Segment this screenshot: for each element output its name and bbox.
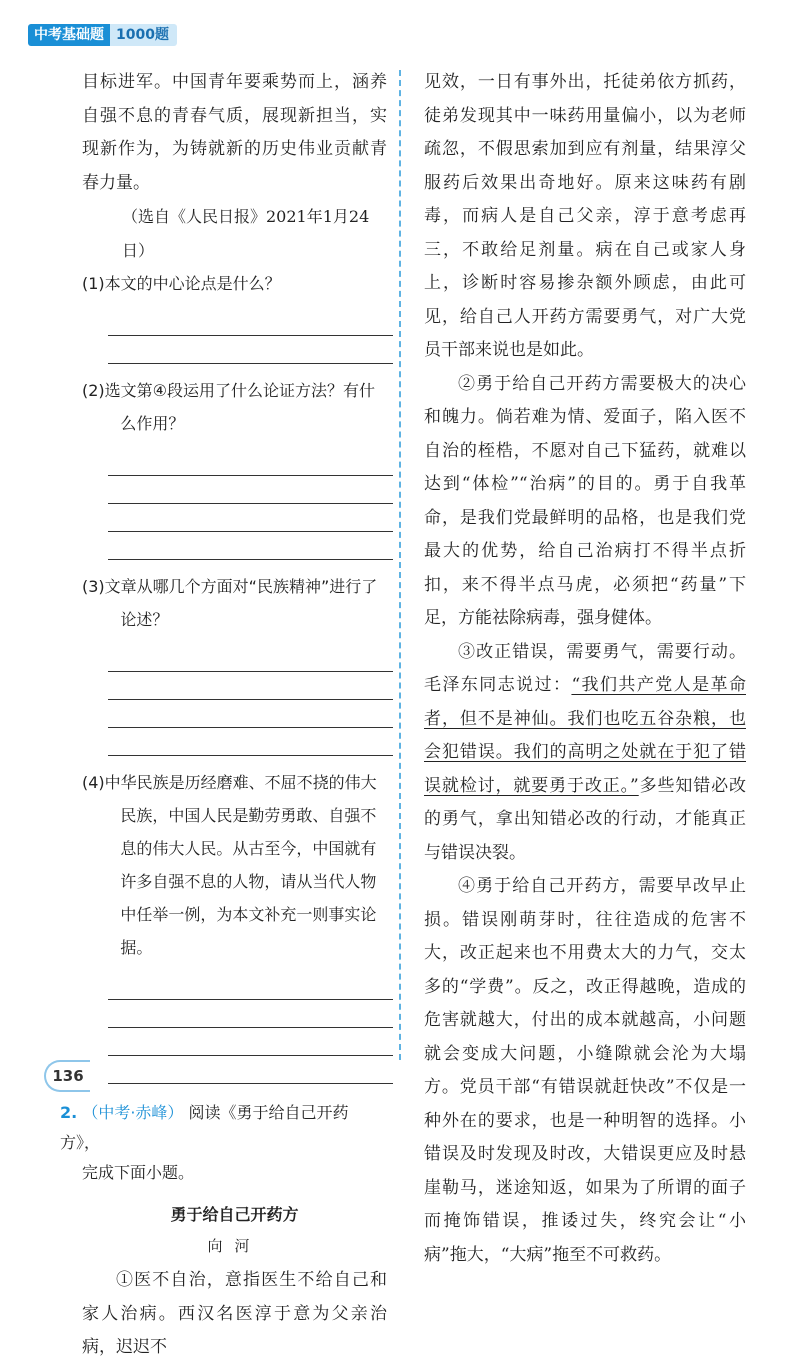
question-3: (3)文章从哪几个方面对“民族精神”进行了论述？	[82, 577, 378, 629]
answer-line[interactable]	[108, 1000, 393, 1028]
answer-line[interactable]	[108, 672, 393, 700]
answer-line[interactable]	[108, 1056, 393, 1084]
exercise-source: （中考·赤峰）	[82, 1103, 184, 1122]
answer-line[interactable]	[108, 1028, 393, 1056]
question-1: (1)本文的中心论点是什么？	[82, 274, 281, 293]
exercise-heading	[60, 1098, 387, 1158]
article-paragraph-3	[424, 636, 746, 871]
question-2: (2)选文第④段运用了什么论证方法？有什么作用？	[82, 381, 376, 433]
answer-lines-3	[108, 644, 387, 756]
answer-line[interactable]	[108, 336, 393, 364]
answer-line[interactable]	[108, 728, 393, 756]
page-number: 136	[44, 1060, 90, 1092]
exercise-instruction: 阅读《勇于给自己开药方》，	[60, 1103, 349, 1152]
column-divider	[399, 70, 401, 1060]
answer-line[interactable]	[108, 532, 393, 560]
passage-continuation: 目标进军。中国青年要乘势而上，涵养自强不息的青春气质，展现新担当，实现新作为，为铸就新的历史伟业贡献青春力量。	[82, 72, 387, 193]
passage-source: （选自《人民日报》2021年1月24日）	[122, 207, 370, 260]
article-paragraph-4: ④勇于给自己开药方，需要早改早止损。错误刚萌芽时，往往造成的危害不大，改正起来也不用费太大的力气，交太多的“学费”。反之，改正得越晚，造成的危害就越大，付出的成本就越高，小问题就会变成大问题，小缝隙就会沦为大塌方。党员干部“有错误就赶快改”不仅是一种外在的要求，也是一种明智的选择。小错误及时发现及时改，大错误更应及时悬崖勒马，迷途知返，如果为了所谓的面子而掩饰错误，推诿过失，终究会让“小病”拖大，“大病”拖至不可救药。	[424, 876, 746, 1265]
right-column	[424, 66, 746, 1272]
article-paragraph-1: ①医不自治，意指医生不给自己和家人治病。西汉名医淳于意为父亲治病，迟迟不	[82, 1270, 387, 1357]
answer-line[interactable]	[108, 308, 393, 336]
answer-line[interactable]	[108, 700, 393, 728]
article-paragraph-1-cont: 见效，一日有事外出，托徒弟依方抓药，徒弟发现其中一味药用量偏小，以为老师疏忽，不假思索加到应有剂量，结果淳父服药后效果出奇地好。原来这味药有剧毒，而病人是自己父亲，淳于意考虑再三，不敢给足剂量。病在自己或家人身上，诊断时容易掺杂额外顾虑，由此可见，给自己人开药方需要勇气，对广大党员干部来说也是如此。	[424, 72, 746, 360]
book-series-header	[28, 24, 177, 46]
article-author: 向河	[207, 1237, 262, 1255]
article-title: 勇于给自己开药方	[170, 1205, 299, 1224]
answer-line[interactable]	[108, 972, 393, 1000]
paragraph-3-outro: 多些知错必改的勇气，拿出知错必改的行动，才能真正与错误决裂。	[424, 775, 746, 863]
exercise-instruction-cont: 完成下面小题。	[82, 1163, 195, 1182]
exercise-number: 2.	[60, 1103, 78, 1122]
question-4: (4)中华民族是历经磨难、不屈不挠的伟大民族，中国人民是勤劳勇敢、自强不息的伟大人民。从古至今，中国就有许多自强不息的人物，请从当代人物中任举一例，为本文补充一则事实论据。	[82, 773, 377, 957]
mao-quote-underlined: “我们共产党人是革命者，但不是神仙。我们也吃五谷杂粮，也会犯错误。我们的高明之处就在于犯了错误就检讨，就要勇于改正。”	[424, 675, 746, 796]
answer-lines-2	[108, 448, 387, 560]
answer-lines-4	[108, 972, 387, 1084]
answer-line[interactable]	[108, 448, 393, 476]
answer-lines-1	[108, 308, 387, 364]
series-brand-label: 中考基础题	[28, 24, 110, 46]
answer-line[interactable]	[108, 476, 393, 504]
answer-line[interactable]	[108, 644, 393, 672]
series-count-label: 1000题	[110, 24, 177, 46]
article-paragraph-2: ②勇于给自己开药方需要极大的决心和魄力。倘若难为情、爱面子，陷入医不自治的桎梏，不愿对自己下猛药，就难以达到“体检”“治病”的目的。勇于自我革命，是我们党最鲜明的品格，也是我们党最大的优势，给自己治病打不得半点折扣，来不得半点马虎，必须把“药量”下足，方能祛除病毒，强身健体。	[424, 373, 746, 628]
paragraph-3-intro: ③改正错误，需要勇气，需要行动。毛泽东同志说过：	[424, 641, 746, 695]
answer-line[interactable]	[108, 504, 393, 532]
